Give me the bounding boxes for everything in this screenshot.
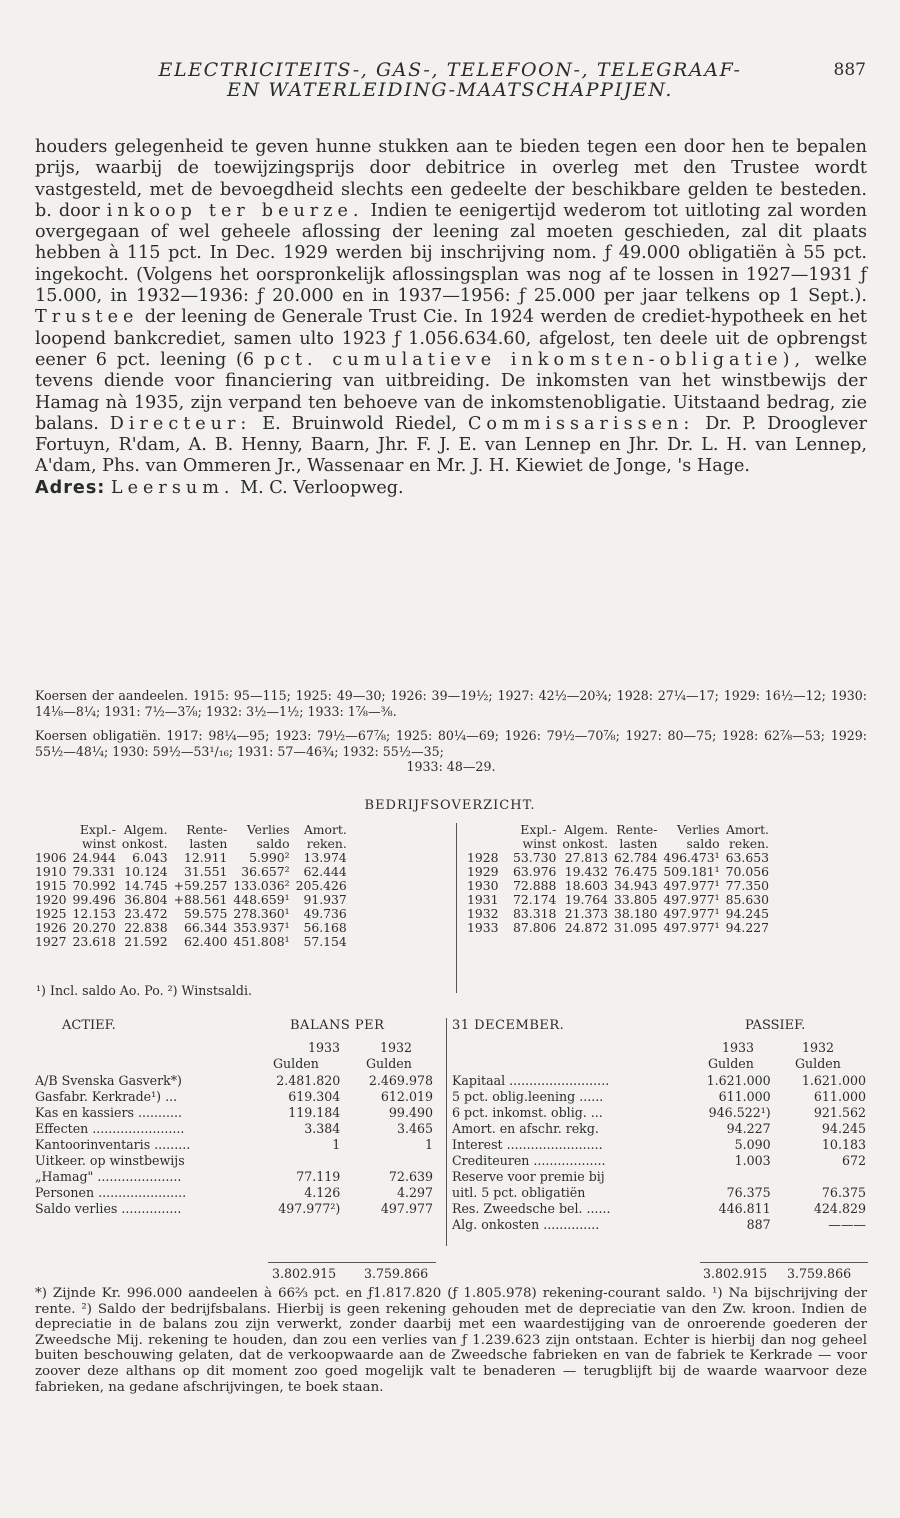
column-header: Verlies [676,822,720,837]
table-cell: 1928 [467,850,499,865]
table-row [450,1137,868,1153]
operations-table-left [32,823,350,949]
actief-label: ACTIEF. [62,1018,116,1033]
table-cell: 59.575 [183,906,228,921]
table-cell: 946.522¹) [708,1105,771,1120]
table-cell: 53.730 [513,850,557,865]
table-row [33,1105,435,1121]
table-row [33,1201,435,1217]
table-row [450,1089,868,1105]
table-row [33,1137,435,1153]
table-row [450,1217,868,1233]
table-row [33,1169,435,1185]
table-cell: 31.551 [183,864,228,879]
table-cell: 10.124 [124,864,168,879]
table-cell: 22.838 [124,920,168,935]
table-cell [773,1169,868,1185]
balance-actief-table [33,1073,435,1217]
table-cell: 2.481.820 [276,1073,341,1088]
table-cell: 38.180 [614,906,658,921]
table-cell: 49.736 [303,906,347,921]
column-header: Rente- [186,822,228,837]
table-cell: 36.657² [241,864,290,879]
total-1933: 3.802.915 [272,1266,337,1281]
table-cell: 6 pct. inkomst. oblig. ... [452,1105,603,1120]
table-cell: 13.974 [303,850,347,865]
operations-title: BEDRIJFSOVERZICHT. [364,798,536,813]
table-row [33,1185,435,1201]
column-header: winst [522,836,557,851]
table-row [32,851,350,865]
table-cell: Personen ...................... [35,1185,187,1200]
table-cell: 1906 [35,850,67,865]
table-row [450,1169,868,1185]
table-row [464,851,772,865]
table-cell: 56.168 [303,920,347,935]
table-row [33,1121,435,1137]
column-header: Amort. [303,822,347,837]
table-cell: 72.174 [513,892,557,907]
table-cell: 1926 [35,920,67,935]
table-cell: 611.000 [718,1089,771,1104]
table-cell: 85.630 [725,892,769,907]
table-cell: 1932 [467,906,499,921]
table-cell: 12.911 [183,850,228,865]
table-cell: Amort. en afschr. rekg. [452,1121,599,1136]
table-row [464,865,772,879]
table-cell: 94.245 [821,1121,866,1136]
table-cell: 23.618 [72,934,116,949]
table-cell: 5 pct. oblig.leening ...... [452,1089,604,1104]
table-row [450,1121,868,1137]
table-cell: 62.400 [183,934,228,949]
table-cell: Res. Zweedsche bel. ...... [452,1201,611,1216]
table-row [450,1153,868,1169]
table-cell: 353.937¹ [233,920,290,935]
total-rule [700,1262,868,1263]
passief-label: PASSIEF. [745,1018,806,1033]
year-1933: 1933 [308,1040,341,1055]
table-cell: Reserve voor premie bij [452,1169,605,1184]
table-cell: 1931 [467,892,499,907]
table-cell: 424.829 [813,1201,866,1216]
table-cell: 3.384 [304,1121,341,1136]
column-header: saldo [686,836,720,851]
table-cell: 5.990² [249,850,290,865]
table-cell [250,1153,343,1169]
table-cell: Interest ........................ [452,1137,603,1152]
table-row [464,921,772,935]
bond-prices: Koersen obligatiën. 1917: 98¼—95; 1923: 79½—67⅞; 1925: 80¼—69; 1926: 79½—70⅞; 1927: 80—75; 1928: 62⅞—53; 1929: 55½—48¼; 1930: 59½—53¹/₁₆; 1931: 57—46¾; 1932: 55½—35; [35,728,867,759]
table-cell: 24.872 [564,920,609,935]
table-cell: 21.592 [124,934,168,949]
table-cell: 76.475 [614,864,658,879]
table-cell: 83.318 [513,906,557,921]
table-cell: 33.805 [614,892,658,907]
table-cell: 87.806 [513,920,557,935]
table-row [32,879,350,893]
table-row [32,921,350,935]
table-cell: Gasfabr. Kerkrade¹) ... [35,1089,178,1104]
table-row [32,907,350,921]
table-cell: 1 [424,1137,433,1152]
table-cell: 497.977¹ [663,878,720,893]
table-head-row [32,837,350,851]
text-segment: Indien te eenigertijd wederom tot uitloting zal worden overgegaan of wel geheele aflossing der leening zal moeten geschieden, zal dit plaats hebben à 115 pct. In Dec. 1929 werden bij inschrijving nom. ƒ 49.000 obligatiën à 55 pct. ingekocht. (Volgens het oorspronkelijk aflossingsplan was nog af te lossen in 1927—1931 ƒ 15.000, in 1932—1936: ƒ 20.000 en in 1937—1956: ƒ 25.000 per jaar telkens op 1 Sept.). [35,200,867,307]
table-cell: 133.036² [233,878,290,893]
column-header: Verlies [246,822,290,837]
share-prices: Koersen der aandeelen. 1915: 95—115; 1925: 49—30; 1926: 39—19½; 1927: 42½—20¾; 1928: 27¼—17; 1929: 16½—12; 1930: 14⅛—8¼; 1931: 7½—3⅞; 1932: 3½—1½; 1933: 1⅞—⅜. [35,688,867,719]
column-header: lasten [619,836,658,851]
table-cell: 62.784 [614,850,658,865]
table-cell: 63.976 [513,864,557,879]
column-header: Algem. [564,822,609,837]
table-cell: 611.000 [813,1089,866,1104]
table-cell: Kantoorinventaris ......... [35,1137,191,1152]
spaced-text: Commissarissen: [467,413,695,434]
table-row [33,1089,435,1105]
table-row [33,1153,435,1169]
table-cell: 496.473¹ [663,850,720,865]
unit-label: Gulden [795,1056,841,1071]
table-cell: 1.621.000 [706,1073,771,1088]
total-1932: 3.759.866 [364,1266,429,1281]
text-segment: Dr. P. Drooglever Fortuyn, R'dam, A. B. Henny, Baarn, Jhr. F. J. E. van Lennep en Jhr. Dr. L. H. van Lennep, A'dam, Phs. van Ommeren Jr., Wassenaar en Mr. J. H. Kiewiet de Jonge, 's Hage. [35,413,867,477]
table-row [450,1185,868,1201]
table-cell: 4.126 [304,1185,341,1200]
table-cell: 887 [746,1217,771,1232]
text-segment: E. Bruinwold Riedel, [251,413,468,434]
table-cell: 20.270 [72,920,116,935]
table-cell: 446.811 [718,1201,771,1216]
table-cell: +88.561 [173,892,228,907]
table-cell: 63.653 [725,850,769,865]
table-cell: 21.373 [564,906,609,921]
spaced-text: Leersum. [110,477,235,498]
table-cell: 77.119 [296,1169,341,1184]
unit-label: Gulden [366,1056,412,1071]
header-line-2: EN WATERLEIDING-MAATSCHAPPIJEN. [227,79,673,101]
table-cell: 921.562 [813,1105,866,1120]
address-label: Adres: [35,477,106,498]
table-row [450,1105,868,1121]
running-header [0,60,900,100]
balance-footnote: *) Zijnde Kr. 996.000 aandeelen à 66⅔ pct. en ƒ1.817.820 (ƒ 1.805.978) rekening-courant saldo. ¹) Na bijschrijving der rente. ²) Saldo der bedrijfsbalans. Hierbij is geen rekening gehouden met de depreciatie van den Zw. kroon. Indien de depreciatie in de balans zou zijn verwerkt, zonder daarbij met een waardestijging van de onroerende goederen der Zweedsche Mij. rekening te houden, dan zou een verlies van ƒ 1.239.623 zijn ontstaan. Echter is hierbij dan nog geheel buiten beschouwing gelaten, dat de verkoopwaarde aan de Zweedsche fabrieken en van de fabriek te Kerkrade — voor zoover deze althans op dit moment zoo goed mogelijk valt te benaderen — terugblijft bij de waarde waarvoor deze fabrieken, na gedane afschrijvingen, te boek staan. [35,1286,867,1395]
column-header: Rente- [616,822,658,837]
table-cell: 27.813 [564,850,609,865]
table-cell: 497.977¹ [663,906,720,921]
table-cell: 4.297 [396,1185,433,1200]
table-cell: 612.019 [380,1089,433,1104]
header-line-1: ELECTRICITEITS-, GAS-, TELEFOON-, TELEGRAAF- [158,59,742,81]
table-cell: 18.603 [564,878,609,893]
operations-table-right [464,823,772,935]
table-cell: 497.977 [380,1201,433,1216]
table-body [32,851,350,949]
body-paragraph [35,137,867,499]
table-cell: 91.937 [303,892,347,907]
text-segment: der leening de Generale Trust Cie. In 1924 werden de crediet-hypotheek en het loopend bankcrediet, samen ulto 1923 ƒ 1.056.634.60, afgelost, ten deele uit de opbrengst eener 6 pct. leening (6 [35,307,867,370]
table-cell: 12.153 [72,906,116,921]
total-1932: 3.759.866 [787,1266,852,1281]
table-cell: 72.888 [513,878,557,893]
column-header: Expl.- [520,822,557,837]
table-cell: +59.257 [173,878,228,893]
table-row [32,893,350,907]
table-cell: 497.977¹ [663,892,720,907]
column-header: saldo [256,836,290,851]
table-cell: 1933 [467,920,499,935]
table-cell: 1920 [35,892,67,907]
table-cell: 10.183 [821,1137,866,1152]
table-cell: 5.090 [734,1137,771,1152]
column-header: reken. [728,836,769,851]
table-head-row [32,823,350,837]
column-header: Expl.- [79,822,116,837]
table-cell: Kapitaal ......................... [452,1073,610,1088]
table-body [464,851,772,935]
balance-title-right: 31 DECEMBER. [452,1018,565,1033]
table-cell: Kas en kassiers ........... [35,1105,183,1120]
table-cell: 451.808¹ [233,934,290,949]
table-cell: 119.184 [288,1105,341,1120]
column-header: reken. [306,836,347,851]
table-row [32,865,350,879]
year-1933: 1933 [722,1040,755,1055]
table-cell: 3.465 [396,1121,433,1136]
table-cell: Alg. onkosten .............. [452,1217,600,1232]
table-row [32,935,350,949]
table-cell: 1.621.000 [801,1073,866,1088]
table-cell: 34.943 [614,878,658,893]
page-number: 887 [833,60,866,80]
table-cell: 497.977¹ [663,920,720,935]
table-cell: 2.469.978 [368,1073,433,1088]
table-head-row [464,823,772,837]
table-cell: 99.490 [388,1105,433,1120]
table-cell: 66.344 [183,920,228,935]
table-cell [342,1153,435,1169]
table-cell: 509.181¹ [663,864,720,879]
unit-label: Gulden [273,1056,319,1071]
table-cell: 14.745 [124,878,168,893]
table-cell: 36.804 [124,892,168,907]
table-cell: 99.496 [72,892,116,907]
table-cell: 94.227 [725,920,769,935]
table-cell: 205.426 [295,878,347,893]
text-segment: M. C. Verloopweg. [234,477,404,498]
table-cell: 76.375 [821,1185,866,1200]
column-header: onkost. [121,836,168,851]
table-cell: 70.056 [725,864,769,879]
table-cell: A/B Svenska Gasverk*) [35,1073,182,1088]
column-header: lasten [189,836,228,851]
column-divider [456,823,457,993]
total-rule [268,1262,436,1263]
table-cell: 1.003 [734,1153,771,1168]
table-row [450,1201,868,1217]
column-divider [446,1018,447,1246]
table-cell: 448.659¹ [233,892,290,907]
table-cell: Crediteuren .................. [452,1153,606,1168]
table-row [464,879,772,893]
column-header: Algem. [123,822,168,837]
spaced-text: inkoop ter beurze. [106,200,364,221]
table-cell: 94.227 [726,1121,771,1136]
operations-footnote: ¹) Incl. saldo Ao. Po. ²) Winstsaldi. [36,983,253,998]
table-cell: 1 [332,1137,341,1152]
table-row [450,1073,868,1089]
table-cell: 6.043 [132,850,168,865]
table-cell: 57.154 [303,934,347,949]
table-cell: 672 [841,1153,866,1168]
table-cell: 619.304 [288,1089,341,1104]
text-segment: welke tevens diende voor financiering van uitbreiding. De inkomsten van het winstbewijs der Hamag nà 1935, zijn verpand ten behoeve van de inkomstenobligatie. Uitstaand bedrag, zie balans. [35,349,867,434]
table-row [464,893,772,907]
table-row [464,907,772,921]
spaced-text: Directeur: [109,413,252,434]
column-header: Amort. [725,822,769,837]
table-cell: 1930 [467,878,499,893]
table-cell: 278.360¹ [233,906,290,921]
table-cell: uitl. 5 pct. obligatiën [452,1185,586,1200]
table-row [33,1073,435,1089]
table-cell: Uitkeer. op winstbewijs [35,1153,185,1168]
table-cell: „Hamag" ..................... [35,1169,182,1184]
table-cell: 76.375 [726,1185,771,1200]
table-cell: 1927 [35,934,67,949]
bond-prices-end: 1933: 48—29. [406,759,496,774]
table-cell: 72.639 [388,1169,433,1184]
table-cell: 1910 [35,864,67,879]
text-segment: houders gelegenheid te geven hunne stukken aan te bieden tegen een door hen te bepalen prijs, waarbij de toewijzingsprijs door debitrice in overleg met den Trustee wordt vastgesteld, met de bevoegdheid slechts een gedeelte der beschikbare gelden te besteden. b. door [35,137,867,221]
balance-passief-table [450,1073,868,1233]
table-cell: Saldo verlies ............... [35,1201,182,1216]
table-body [450,1073,868,1233]
spaced-text: pct. cumulatieve inkomsten-obligatie), [263,349,806,370]
unit-label: Gulden [708,1056,754,1071]
column-header: winst [82,836,116,851]
table-cell: 77.350 [725,878,769,893]
table-body [33,1073,435,1217]
table-cell: 1925 [35,906,67,921]
table-cell: 24.944 [72,850,116,865]
balance-title-left: BALANS PER [290,1018,385,1033]
table-cell: 70.992 [72,878,116,893]
table-cell: 23.472 [124,906,168,921]
column-header: onkost. [562,836,609,851]
year-1932: 1932 [380,1040,413,1055]
table-cell: 62.444 [303,864,347,879]
table-cell [677,1169,772,1185]
table-cell: 31.095 [614,920,658,935]
table-cell: ——— [828,1217,866,1232]
table-cell: 497.977²) [278,1201,341,1216]
table-cell: Effecten ....................... [35,1121,185,1136]
spaced-text: Trustee [35,307,139,328]
table-cell: 19.764 [564,892,609,907]
table-cell: 1929 [467,864,499,879]
year-1932: 1932 [802,1040,835,1055]
table-cell: 94.245 [725,906,769,921]
total-1933: 3.802.915 [703,1266,768,1281]
table-cell: 79.331 [72,864,116,879]
table-cell: 1915 [35,878,67,893]
table-cell: 19.432 [564,864,609,879]
table-head-row [464,837,772,851]
